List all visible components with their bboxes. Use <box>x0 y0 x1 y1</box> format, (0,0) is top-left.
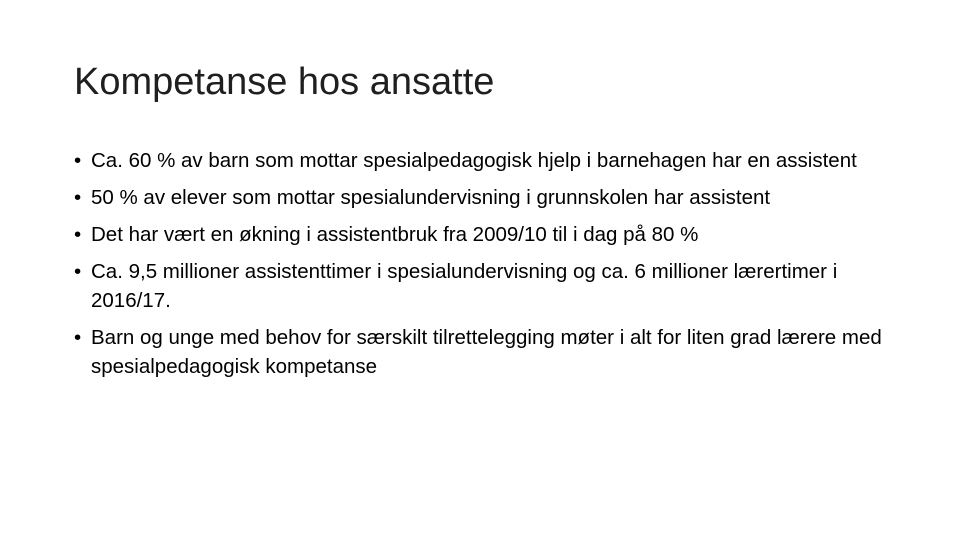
bullet-item <box>74 220 904 249</box>
bullet-text: • 50 % av elever som mottar spesialundervisning i grunnskolen har assistent <box>91 186 771 209</box>
slide-title: Kompetanse hos ansatte <box>74 61 495 103</box>
bullet-item <box>74 323 904 381</box>
bullet-text: • Det har vært en økning i assistentbruk fra 2009/10 til i dag på 80 % <box>91 223 699 246</box>
bullet-item <box>74 146 904 175</box>
bullet-text: • Ca. 9,5 millioner assistenttimer i spesialundervisning og ca. 6 millioner lærertimer i 2016/17. <box>91 260 838 312</box>
bullet-text: • Ca. 60 % av barn som mottar spesialpedagogisk hjelp i barnehagen har en assistent <box>91 149 857 172</box>
bullet-list <box>74 146 904 389</box>
bullet-item <box>74 257 904 315</box>
bullet-text: • Barn og unge med behov for særskilt tilrettelegging møter i alt for liten grad lærere med spesialpedagogisk kompetanse <box>91 326 882 378</box>
bullet-item <box>74 183 904 212</box>
